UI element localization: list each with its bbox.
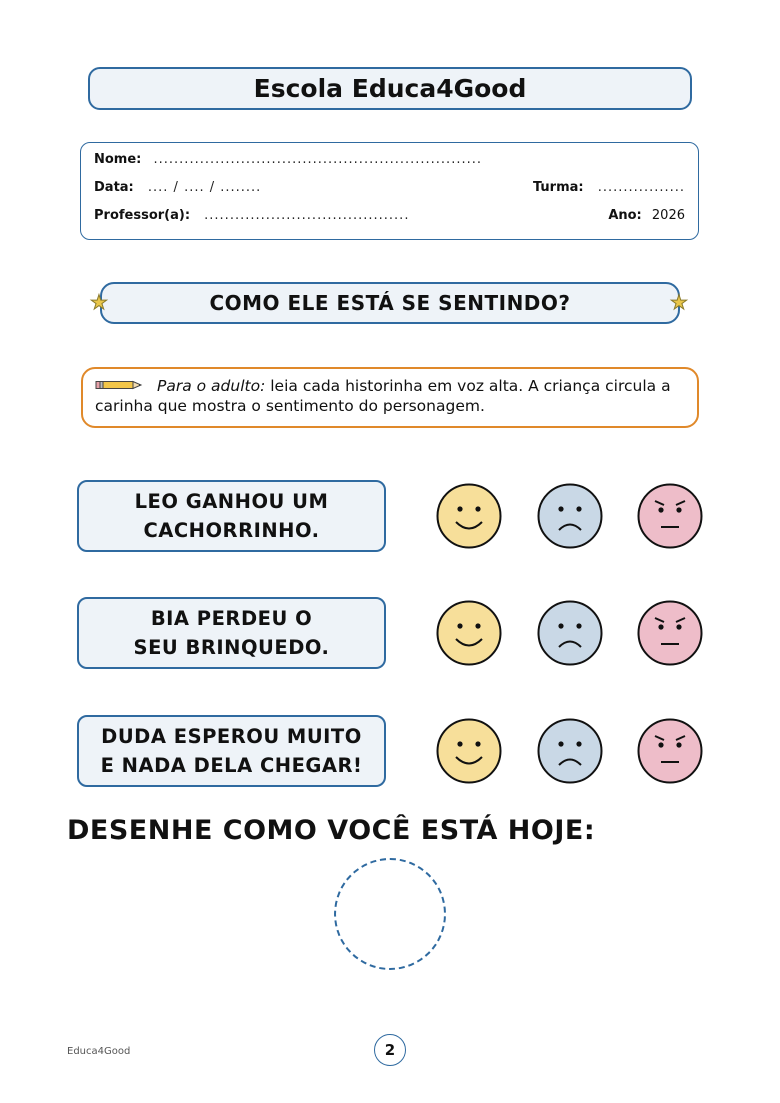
section-title-banner: [100, 282, 680, 324]
page-number: [374, 1034, 406, 1066]
angry-face-icon[interactable]: [637, 718, 703, 784]
footer-brand: Educa4Good: [67, 1046, 131, 1057]
turma-field[interactable]: .................: [597, 180, 685, 195]
story-line: E NADA DELA CHEGAR!: [100, 754, 363, 777]
ano-value: 2026: [651, 208, 685, 223]
sad-face-icon[interactable]: [537, 718, 603, 784]
school-title-banner: [88, 67, 692, 110]
happy-face-icon[interactable]: [436, 483, 502, 549]
professor-ano-row: [94, 208, 685, 228]
drawing-area-circle[interactable]: [334, 858, 446, 970]
professor-field[interactable]: ........................................: [204, 208, 410, 223]
sad-face-icon[interactable]: [537, 483, 603, 549]
story-card: [77, 597, 386, 669]
nome-row: [94, 152, 685, 172]
instructions-lead: Para o adulto:: [157, 377, 266, 395]
story-line: CACHORRINHO.: [143, 519, 320, 542]
angry-face-icon[interactable]: [637, 600, 703, 666]
story-line: DUDA ESPEROU MUITO: [101, 725, 362, 748]
happy-face-icon[interactable]: [436, 600, 502, 666]
professor-label: Professor(a):: [94, 208, 191, 223]
story-line: BIA PERDEU O: [150, 607, 313, 630]
nome-field[interactable]: ................................................................: [153, 152, 482, 167]
data-label: Data:: [94, 180, 134, 195]
happy-face-icon[interactable]: [436, 718, 502, 784]
star-icon: ★: [670, 290, 688, 314]
turma-label: Turma:: [532, 180, 584, 195]
story-card: [77, 480, 386, 552]
sad-face-icon[interactable]: [537, 600, 603, 666]
angry-face-icon[interactable]: [637, 483, 703, 549]
story-line: SEU BRINQUEDO.: [133, 636, 330, 659]
instructions-text: leia cada historinha em voz alta. A criança circula a carinha que mostra o sentimento do personagem.: [95, 377, 671, 415]
star-icon: ★: [90, 290, 108, 314]
data-field[interactable]: .... / .... / ........: [147, 180, 262, 195]
story-line: LEO GANHOU UM: [134, 490, 329, 513]
pencil-icon: [95, 378, 151, 392]
ano-label: Ano:: [608, 208, 642, 223]
section-title: COMO ELE ESTÁ SE SENTINDO?: [209, 291, 571, 315]
story-card: [77, 715, 386, 787]
adult-instructions-note: [81, 367, 699, 428]
drawing-title: DESENHE COMO VOCÊ ESTÁ HOJE:: [67, 815, 596, 846]
data-turma-row: [94, 180, 685, 200]
page-number-text: 2: [384, 1041, 396, 1059]
school-name: Escola Educa4Good: [253, 74, 527, 103]
nome-label: Nome:: [94, 152, 142, 167]
student-info-box: [80, 142, 699, 240]
